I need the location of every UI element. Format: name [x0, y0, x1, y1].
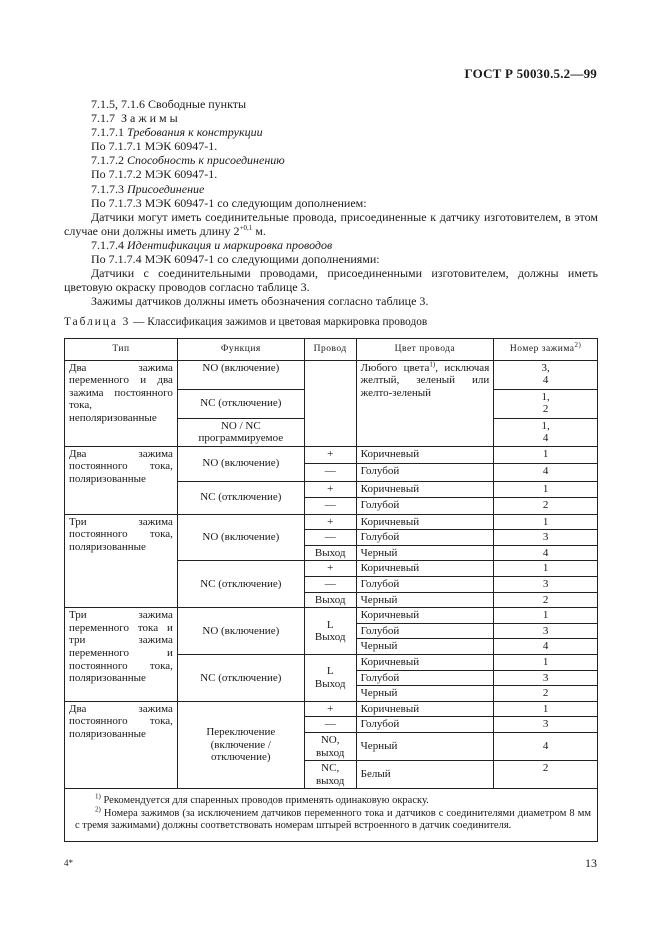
color-cell: Любого цвета$^{1)}$, исключая желтый, зеленый или желто-зеленый — [356, 360, 494, 446]
heading-7-1-7: 7.1.7 Зажимы — [91, 111, 181, 126]
number-cell: 3 — [494, 670, 598, 686]
table-row — [65, 514, 598, 530]
number-cell: 1 — [494, 481, 598, 498]
color-cell: Коричневый — [356, 481, 494, 498]
header-number: Номер зажима$^{2)}$ — [494, 338, 598, 360]
paragraph-7-1-7-3: По 7.1.7.3 МЭК 60947-1 со следующим дополнением: — [91, 195, 367, 210]
number-cell: 3 — [494, 623, 598, 639]
color-cell: Голубой — [356, 717, 494, 733]
color-cell: Голубой — [356, 530, 494, 546]
type-cell: Два зажима переменного и два зажима постоянного тока, неполяризованные — [65, 360, 178, 446]
color-cell: Коричневый — [356, 514, 494, 530]
number-cell: 3 — [494, 577, 598, 593]
color-cell: Черный — [356, 733, 494, 761]
header-wire: Провод — [304, 338, 356, 360]
wire-cell: — — [304, 498, 356, 515]
color-cell: Черный — [356, 686, 494, 702]
color-cell: Коричневый — [356, 608, 494, 624]
wire-cell: + — [304, 481, 356, 498]
heading-7-1-7-4: 7.1.7.4 Идентификация и маркировка проводов — [91, 237, 333, 252]
wire-cell: — — [304, 717, 356, 733]
number-cell: 1, 4 — [494, 418, 598, 446]
table-row — [65, 608, 598, 624]
color-cell: Черный — [356, 545, 494, 561]
color-cell: Черный — [356, 639, 494, 655]
number-cell: 2 — [494, 761, 598, 789]
page-number: 13 — [585, 856, 597, 870]
wire-cell: — — [304, 530, 356, 546]
function-cell: NO (включение) — [177, 446, 304, 481]
number-cell: 3, 4 — [494, 360, 598, 389]
heading-7-1-7-3: 7.1.7.3 Присоединение — [91, 181, 205, 196]
color-cell: Коричневый — [356, 446, 494, 464]
number-cell: 4 — [494, 545, 598, 561]
table-header-row — [65, 338, 598, 360]
color-cell: Голубой — [356, 498, 494, 515]
note-2: $^{2)}$ Номера зажимов (за исключением датчиков переменного тока и датчиков с соединителями диаметром 8 мм с тремя зажимами) должны соответствовать номерам штырей встроенного в датчик соединителя. — [75, 805, 591, 832]
paragraph-wire-colors: Датчики с соединительными проводами, присоединенными изготовителем, должны иметь цветовую окраску проводов согласно таблице 3. — [64, 266, 598, 295]
number-cell: 1 — [494, 446, 598, 464]
number-cell: 3 — [494, 717, 598, 733]
number-cell: 4 — [494, 733, 598, 761]
wire-cell: + — [304, 701, 356, 717]
number-cell: 4 — [494, 464, 598, 482]
function-cell: NC (отключение) — [177, 481, 304, 514]
number-cell: 2 — [494, 686, 598, 702]
table-row — [65, 446, 598, 464]
page-content — [64, 97, 598, 842]
type-cell: Три зажима постоянного тока, поляризованные — [65, 514, 178, 608]
type-cell: Два зажима постоянного тока, поляризованные — [65, 446, 178, 514]
heading-7-1-7-2: 7.1.7.2 Способность к присоединению — [91, 153, 285, 168]
document-header: ГОСТ Р 50030.5.2—99 — [464, 66, 597, 81]
terminal-classification-table — [64, 338, 598, 842]
wire-cell: Выход — [304, 545, 356, 561]
paragraph-terminal-marking: Зажимы датчиков должны иметь обозначения согласно таблице 3. — [91, 294, 429, 309]
wire-cell: NC, выход — [304, 761, 356, 789]
paragraph-wire-length: Датчики могут иметь соединительные провода, присоединенные к датчику изготовителем, в этом случае они должны иметь длину $2^{+0,1}$ м. — [64, 209, 598, 238]
color-cell: Коричневый — [356, 561, 494, 577]
number-cell: 2 — [494, 592, 598, 608]
color-cell: Белый — [356, 761, 494, 789]
number-cell: 1 — [494, 514, 598, 530]
paragraph-7-1-7-1: По 7.1.7.1 МЭК 60947-1. — [91, 139, 218, 154]
color-cell: Голубой — [356, 670, 494, 686]
function-cell: NO (включение) — [177, 360, 304, 389]
wire-cell: L Выход — [304, 655, 356, 702]
number-cell: 1, 2 — [494, 389, 598, 418]
function-cell: NO (включение) — [177, 514, 304, 561]
heading-7-1-7-1: 7.1.7.1 Требования к конструкции — [91, 125, 263, 140]
wire-cell: + — [304, 446, 356, 464]
number-cell: 1 — [494, 561, 598, 577]
function-cell: NO / NC программируемое — [177, 418, 304, 446]
type-cell: Два зажима постоянного тока, поляризованные — [65, 701, 178, 789]
wire-cell: Выход — [304, 592, 356, 608]
wire-cell: — — [304, 464, 356, 482]
wire-cell: + — [304, 561, 356, 577]
table-notes-row — [65, 789, 598, 842]
function-cell: NC (отключение) — [177, 561, 304, 608]
function-cell: Переключение (включение / отключение) — [177, 701, 304, 789]
table-caption: Таблица 3 — Классификация зажимов и цветовая маркировка проводов — [64, 316, 428, 329]
number-cell: 1 — [494, 608, 598, 624]
table-notes — [65, 789, 598, 842]
table-row — [65, 360, 598, 389]
number-cell: 2 — [494, 498, 598, 515]
color-cell: Коричневый — [356, 701, 494, 717]
color-cell: Черный — [356, 592, 494, 608]
color-cell: Голубой — [356, 464, 494, 482]
type-cell: Три зажима переменного тока и три зажима переменного и постоянного тока, поляризованные — [65, 608, 178, 702]
color-cell: Коричневый — [356, 655, 494, 671]
paragraph-7-1-7-4: По 7.1.7.4 МЭК 60947-1 со следующими дополнениями: — [91, 252, 380, 267]
color-cell: Голубой — [356, 577, 494, 593]
function-cell: NO (включение) — [177, 608, 304, 655]
color-cell: Голубой — [356, 623, 494, 639]
header-color: Цвет провода — [356, 338, 494, 360]
number-cell: 1 — [494, 701, 598, 717]
header-type: Тип — [65, 338, 178, 360]
wire-cell — [304, 360, 356, 446]
function-cell: NC (отключение) — [177, 389, 304, 418]
wire-cell: + — [304, 514, 356, 530]
wire-cell: — — [304, 577, 356, 593]
number-cell: 1 — [494, 655, 598, 671]
paragraph-7-1-5: 7.1.5, 7.1.6 Свободные пункты — [91, 97, 247, 111]
footer-signature-mark: 4* — [64, 858, 73, 868]
function-cell: NC (отключение) — [177, 655, 304, 702]
note-1: $^{1)}$ Рекомендуется для спаренных проводов применять одинаковую окраску. — [95, 792, 429, 807]
number-cell: 3 — [494, 530, 598, 546]
number-cell: 4 — [494, 639, 598, 655]
table-row — [65, 701, 598, 717]
paragraph-7-1-7-2: По 7.1.7.2 МЭК 60947-1. — [91, 167, 218, 182]
wire-cell: L Выход — [304, 608, 356, 655]
wire-cell: NO, выход — [304, 733, 356, 761]
header-function: Функция — [177, 338, 304, 360]
